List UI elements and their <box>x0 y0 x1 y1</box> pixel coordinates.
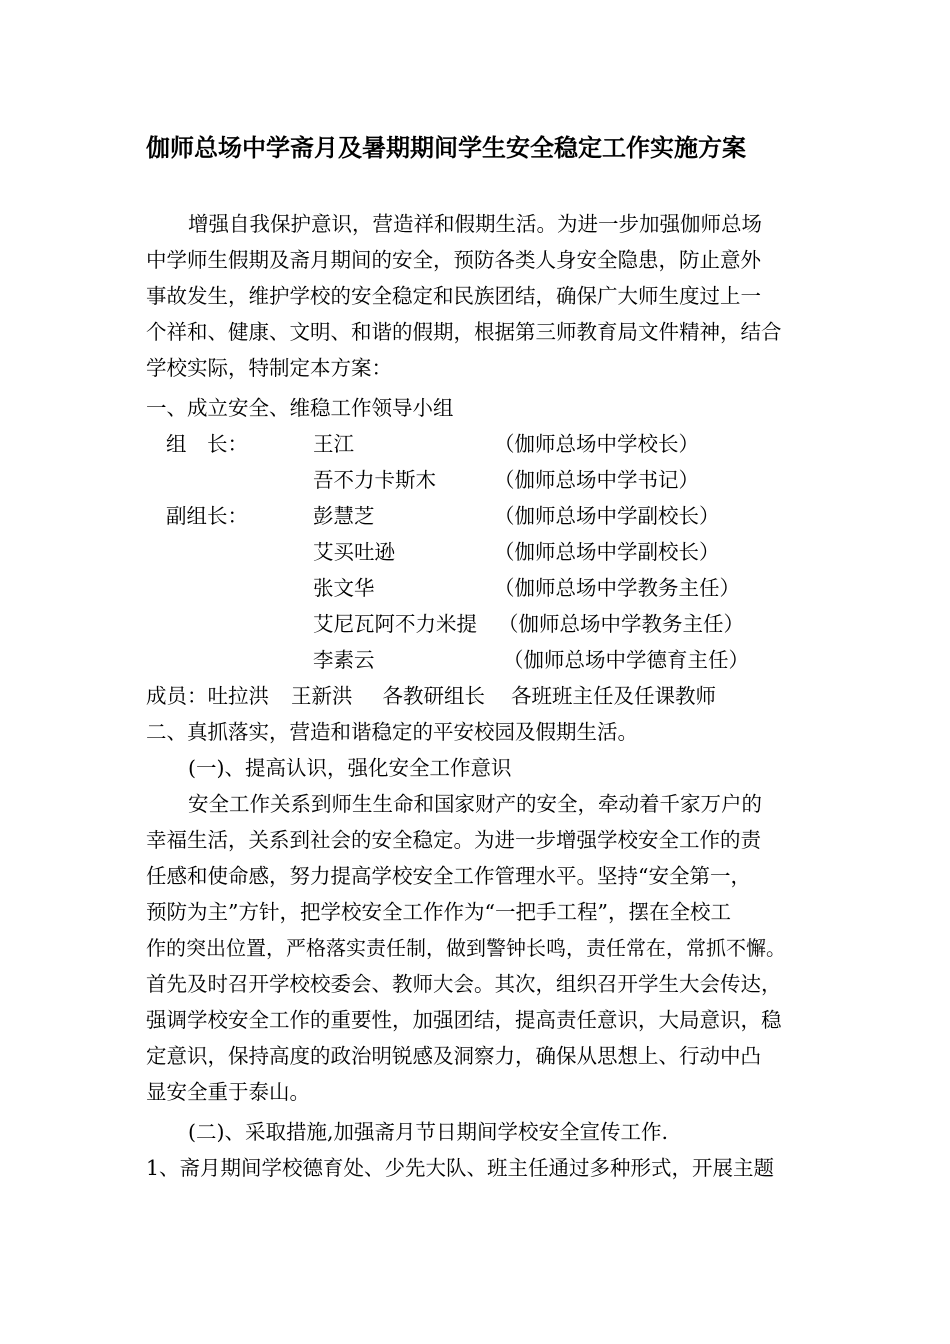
subsection-1-heading: (一)、提高认识，强化安全工作意识 <box>188 756 512 780</box>
intro-line: 中学师生假期及斋月期间的安全，预防各类人身安全隐患，防止意外 <box>146 248 761 272</box>
leader-name: 艾尼瓦阿不力米提 <box>313 612 477 636</box>
body-line: 强调学校安全工作的重要性，加强团结，提高责任意识，大局意识，稳 <box>146 1008 782 1032</box>
leader-name: 艾买吐逊 <box>313 540 395 564</box>
body-line: 首先及时召开学校校委会、教师大会。其次，组织召开学生大会传达， <box>146 972 782 996</box>
leader-role: 组 长： <box>166 432 248 456</box>
leader-name: 彭慧芝 <box>313 504 375 528</box>
intro-line: 增强自我保护意识，营造祥和假期生活。为进一步加强伽师总场 <box>188 212 762 236</box>
leader-post: （伽师总场中学书记） <box>494 468 699 492</box>
body-line: 定意识，保持高度的政治明锐感及洞察力，确保从思想上、行动中凸 <box>146 1044 761 1068</box>
leader-post: （伽师总场中学副校长） <box>494 540 720 564</box>
body-line: 预防为主”方针，把学校安全工作作为“一把手工程”，摆在全校工 <box>146 900 731 924</box>
body-line: 任感和使命感，努力提高学校安全工作管理水平。坚持“安全第一， <box>146 864 751 888</box>
leader-post: （伽师总场中学教务主任） <box>494 576 740 600</box>
member-item: 各教研组长 <box>382 684 485 708</box>
leader-name: 李素云 <box>313 648 375 672</box>
members-line <box>146 678 716 714</box>
body-line: 作的突出位置，严格落实责任制，做到警钟长鸣，责任常在，常抓不懈。 <box>146 936 786 960</box>
leader-post: （伽师总场中学教务主任） <box>498 612 744 636</box>
subsection-2-heading: (二)、采取措施,加强斋月节日期间学校安全宣传工作. <box>188 1120 669 1144</box>
leader-role: 副组长： <box>166 504 248 528</box>
document-title: 伽师总场中学斋月及暑期期间学生安全稳定工作实施方案 <box>146 134 746 162</box>
members-label: 成员： <box>146 684 208 708</box>
member-item: 吐拉洪 <box>207 684 269 708</box>
member-item: 王新洪 <box>291 684 353 708</box>
leader-post: （伽师总场中学德育主任） <box>503 648 749 672</box>
body-line: 显安全重于泰山。 <box>146 1080 310 1104</box>
section-2-heading: 二、真抓落实，营造和谐稳定的平安校园及假期生活。 <box>146 720 638 744</box>
leader-post: （伽师总场中学副校长） <box>494 504 720 528</box>
leader-name: 王江 <box>313 432 354 456</box>
leader-name: 吾不力卡斯木 <box>313 468 436 492</box>
section-1-heading: 一、成立安全、维稳工作领导小组 <box>146 396 454 420</box>
body-line: 幸福生活，关系到社会的安全稳定。为进一步增强学校安全工作的责 <box>146 828 761 852</box>
leader-post: （伽师总场中学校长） <box>494 432 699 456</box>
intro-line: 个祥和、健康、文明、和谐的假期，根据第三师教育局文件精神，结合 <box>146 320 782 344</box>
item-1-line: 1、斋月期间学校德育处、少先大队、班主任通过多种形式，开展主题 <box>146 1156 775 1180</box>
intro-line: 事故发生，维护学校的安全稳定和民族团结，确保广大师生度过上一 <box>146 284 761 308</box>
member-item: 各班班主任及任课教师 <box>511 684 716 708</box>
body-line: 安全工作关系到师生生命和国家财产的安全，牵动着千家万户的 <box>188 792 762 816</box>
leader-name: 张文华 <box>313 576 375 600</box>
intro-line: 学校实际，特制定本方案： <box>146 356 392 380</box>
